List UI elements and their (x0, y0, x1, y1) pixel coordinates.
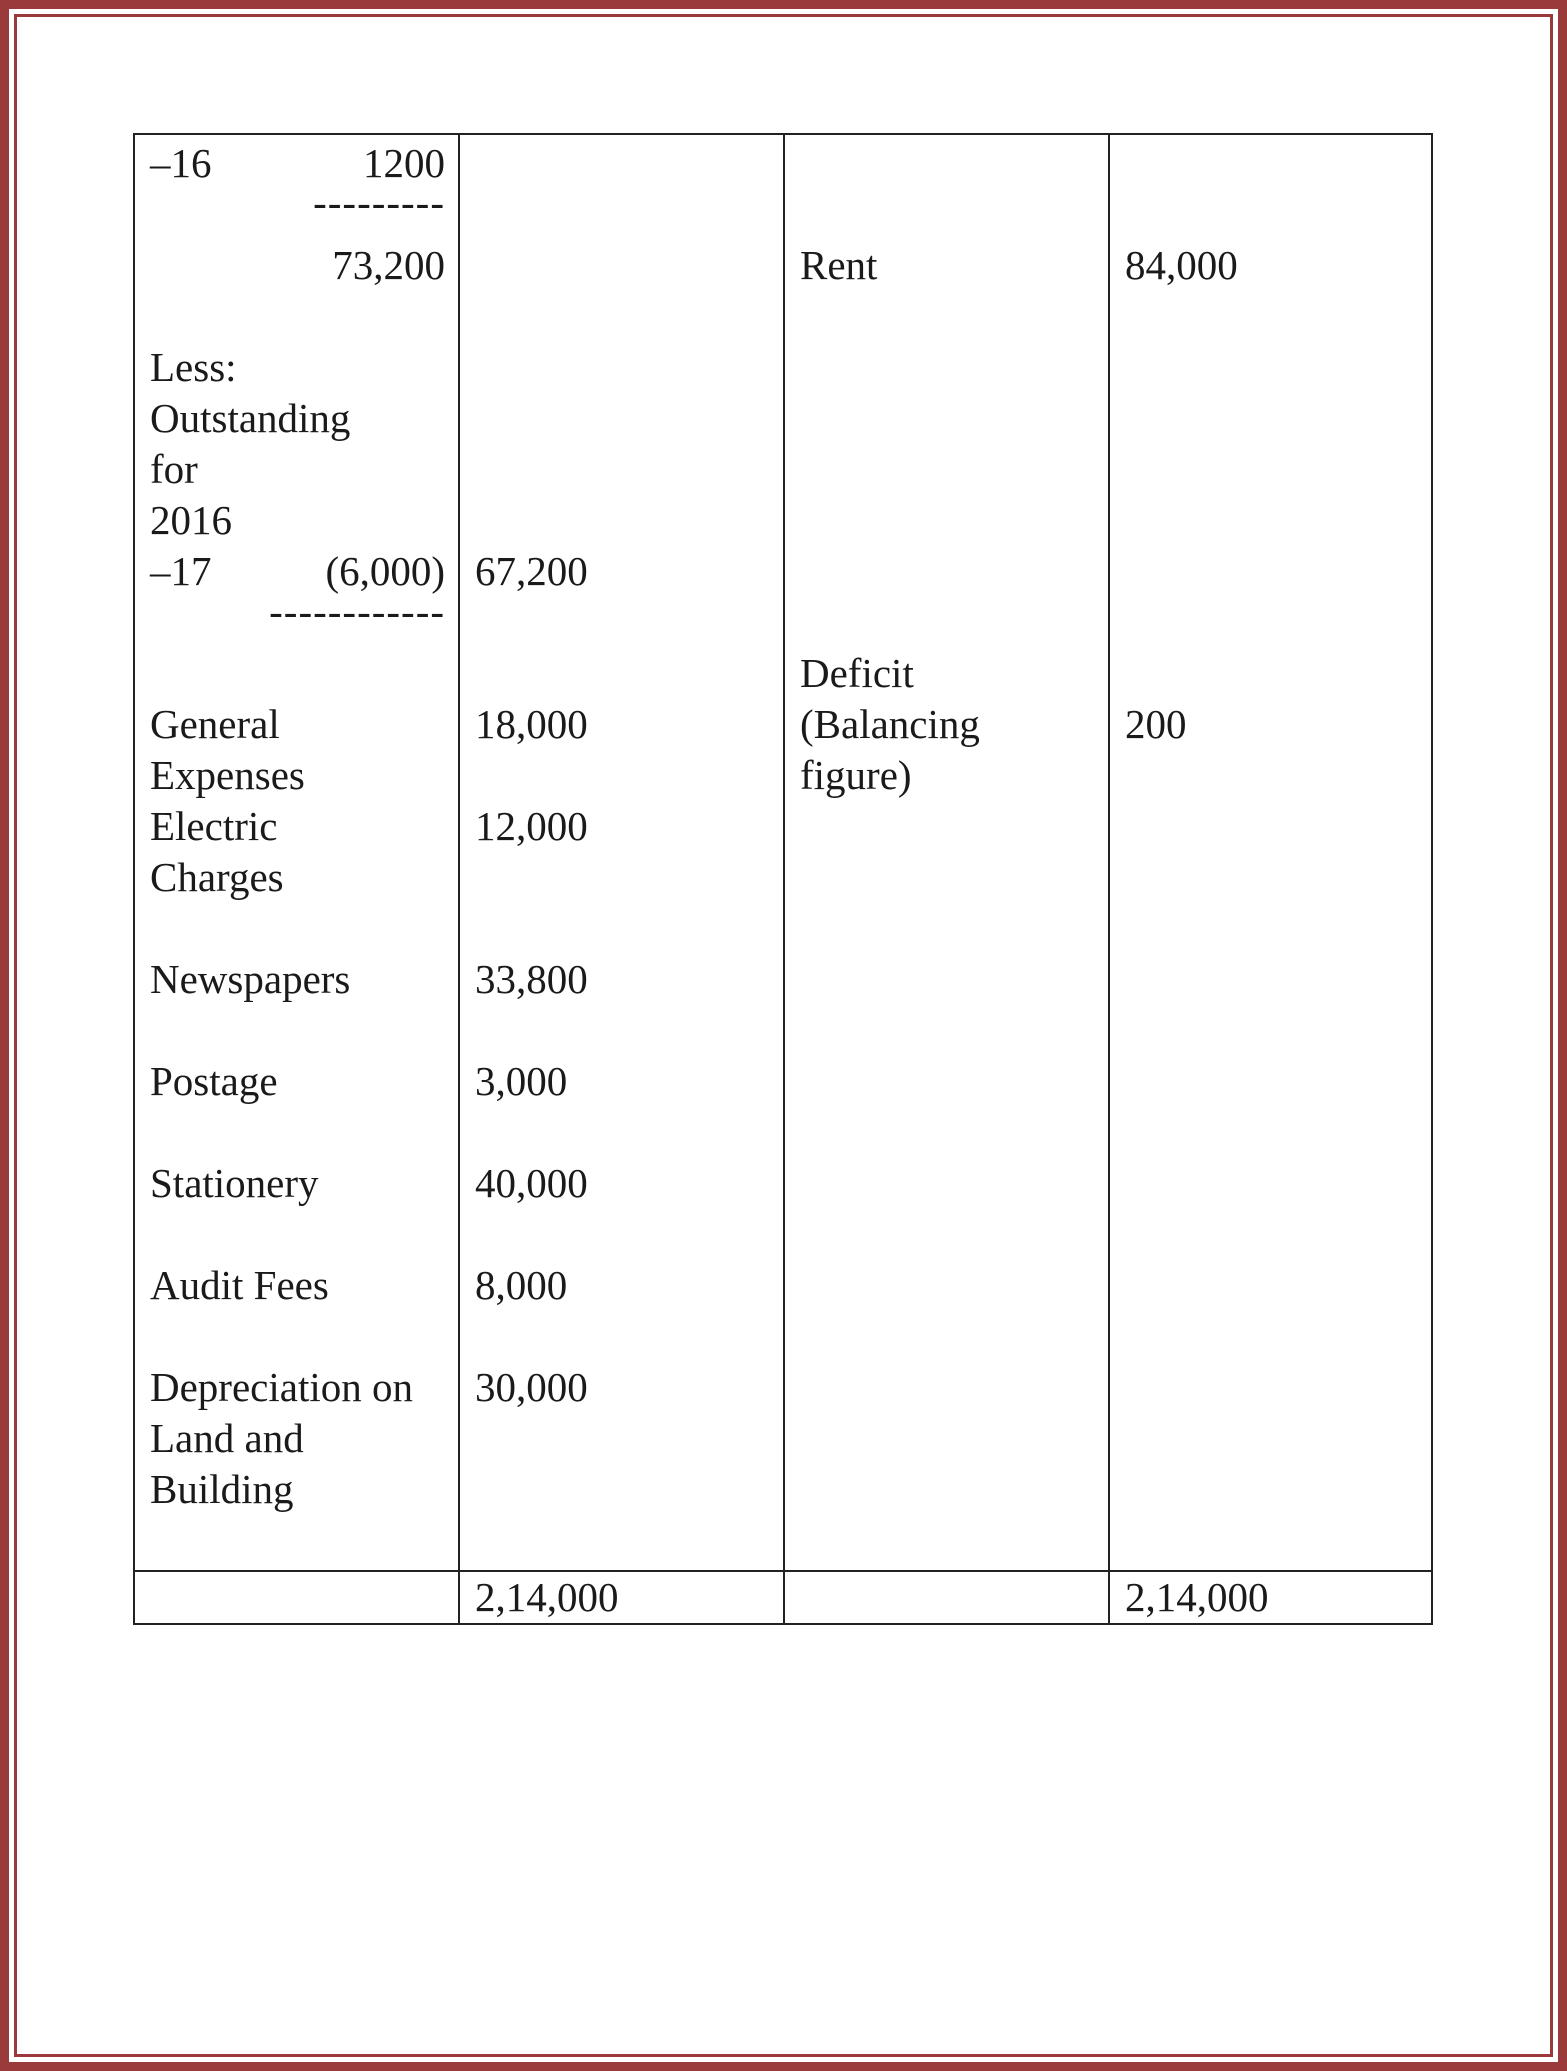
less-label-line: Outstanding (150, 395, 351, 441)
column-divider-3 (1108, 135, 1110, 1623)
income-label: (Balancing (800, 701, 980, 747)
column-divider-2 (783, 135, 785, 1623)
expense-amount: 3,000 (475, 1058, 568, 1104)
expense-amount: 8,000 (475, 1262, 568, 1308)
expense-label: Stationery (150, 1160, 319, 1206)
rent-net-amount: 67,200 (475, 548, 588, 594)
income-amount: 200 (1125, 701, 1187, 747)
income-total: 2,14,000 (1125, 1574, 1269, 1620)
outstanding-deduction: (6,000) (325, 548, 445, 594)
expense-amount: 12,000 (475, 803, 588, 849)
dash-separator: --------- (313, 179, 445, 225)
outstanding-year-fragment: –17 (150, 548, 212, 594)
expense-label: Electric (150, 803, 278, 849)
expense-label: Charges (150, 854, 284, 900)
expense-label: Land and (150, 1415, 304, 1461)
expenditure-total: 2,14,000 (475, 1574, 619, 1620)
expense-label: General (150, 701, 280, 747)
expense-amount: 33,800 (475, 956, 588, 1002)
less-label-line: for (150, 446, 198, 492)
income-expenditure-table (133, 133, 1433, 1625)
column-divider-1 (458, 135, 460, 1623)
income-label: Deficit (800, 650, 914, 696)
expense-label: Building (150, 1466, 294, 1512)
expense-amount: 18,000 (475, 701, 588, 747)
expense-label: Newspapers (150, 956, 351, 1002)
rent-subtotal: 73,200 (332, 242, 445, 288)
income-amount: 84,000 (1125, 242, 1238, 288)
expense-label: Expenses (150, 752, 305, 798)
expense-amount: 30,000 (475, 1364, 588, 1410)
expense-label: Postage (150, 1058, 278, 1104)
income-label: figure) (800, 752, 912, 798)
expense-label: Depreciation on (150, 1364, 413, 1410)
income-label: Rent (800, 242, 878, 288)
expense-label: Audit Fees (150, 1262, 329, 1308)
expense-amount: 40,000 (475, 1160, 588, 1206)
less-label-line: Less: (150, 344, 237, 390)
less-label-line: 2016 (150, 497, 232, 543)
rent-arrear-amount: 1200 (363, 140, 445, 186)
dash-separator: ------------ (269, 588, 445, 634)
rent-year-fragment: –16 (150, 140, 212, 186)
